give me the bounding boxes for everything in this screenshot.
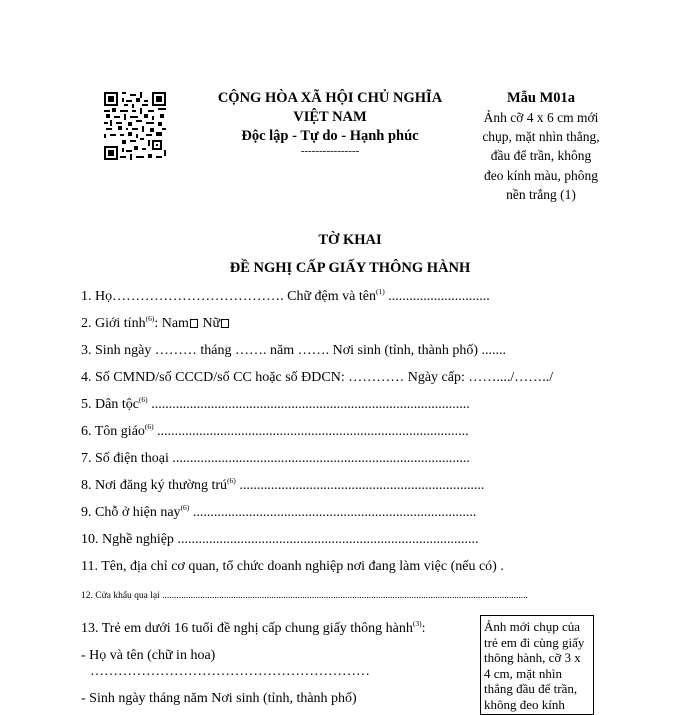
field-permanent-address	[81, 477, 484, 495]
field-gender	[81, 315, 230, 333]
child-photo-instructions: Ảnh mới chụp của trẻ em đi cùng giấy thông hành, cỡ 3 x 4 cm, mặt nhìn thẳng đầu để trần, không đeo kính	[484, 619, 585, 712]
field-border-gate	[81, 587, 528, 605]
field-label: 4. Số CMND/số CCCD/số CC hoặc số ĐDCN: ………… Ngày cấp: ……..../……../	[81, 370, 554, 385]
field-dots[interactable]: ……………………………………………………	[90, 664, 370, 679]
field-current-address	[81, 504, 476, 522]
photo-instructions: Ảnh cỡ 4 x 6 cm mới chụp, mặt nhìn thẳng, đầu để trần, không đeo kính màu, phông nền trắng (1)	[482, 110, 600, 202]
field-label: 8. Nơi đăng ký thường trú	[81, 478, 228, 493]
child-photo-box	[480, 615, 594, 715]
male-checkbox[interactable]	[190, 319, 198, 328]
motto: Độc lập - Tự do - Hạnh phúc	[241, 128, 419, 144]
field-label: 12. Cửa khẩu qua lại	[81, 591, 160, 601]
field-dots[interactable]: ...........................................................................................	[147, 397, 470, 412]
field-child	[81, 620, 426, 638]
field-label: 1. Họ	[81, 289, 113, 304]
form-code: Mẫu M01a	[506, 90, 576, 106]
field-label: 5. Dân tộc	[81, 397, 139, 412]
field-dots[interactable]: .............................	[384, 289, 490, 304]
footnote-ref: (6)	[144, 422, 154, 431]
field-label: 3. Sinh ngày ……… tháng ……. năm ……. Nơi sinh (tỉnh, thành phố) .......	[81, 343, 507, 358]
field-child-birth[interactable]	[81, 690, 357, 708]
field-label: 7. Số điện thoại	[81, 451, 169, 466]
field-child-name-dots[interactable]	[90, 663, 370, 681]
field-label: 9. Chỗ ở hiện nay	[81, 505, 181, 520]
field-workplace[interactable]	[81, 558, 504, 576]
field-label: 13. Trẻ em dưới 16 tuổi đề nghị cấp chung giấy thông hành	[81, 621, 413, 636]
field-label: 6. Tôn giáo	[81, 424, 145, 439]
document-title: TỜ KHAI	[318, 232, 382, 248]
footnote-ref: (6)	[145, 314, 155, 323]
field-dots[interactable]: ......................................................................	[235, 478, 485, 493]
qr-code	[104, 92, 166, 160]
field-label: 2. Giới tính	[81, 316, 146, 331]
field-label: - Sinh ngày tháng năm Nơi sinh (tỉnh, thành phố)	[81, 691, 357, 706]
national-heading	[200, 89, 460, 156]
field-dots[interactable]: .........................................................................................	[153, 424, 469, 439]
field-dots[interactable]: ..........................................................................................................................................................	[159, 591, 528, 601]
field-colon: :	[421, 621, 426, 636]
footnote-ref: (1)	[375, 287, 385, 296]
country-name: CỘNG HÒA XÃ HỘI CHỦ NGHĨA	[217, 90, 443, 106]
field-label: 11. Tên, địa chỉ cơ quan, tổ chức doanh nghiệp nơi đang làm việc (nếu có) .	[81, 559, 504, 574]
footnote-ref: (6)	[227, 476, 236, 485]
country-name-2: VIỆT NAM	[293, 109, 367, 125]
footnote-ref: (3)	[412, 619, 422, 628]
separator: ----------------	[300, 145, 360, 157]
field-id-number[interactable]	[81, 369, 553, 387]
field-occupation	[81, 531, 478, 549]
field-label: 10. Nghề nghiệp	[81, 532, 174, 547]
field-dots[interactable]: ......................................................................................	[173, 532, 479, 547]
field-ethnicity	[81, 396, 470, 414]
field-label: - Họ và tên (chữ in hoa)	[81, 648, 216, 663]
footnote-ref: (6)	[138, 395, 148, 404]
female-checkbox[interactable]	[221, 319, 229, 328]
gender-label-female: Nữ	[198, 316, 221, 331]
field-dots[interactable]: .....................................................................................	[168, 451, 470, 466]
field-text: ………………………………. Chữ đệm và tên	[112, 289, 376, 304]
footnote-ref: (6)	[180, 503, 190, 512]
field-birth[interactable]	[81, 342, 506, 360]
gender-label-male: : Nam	[154, 316, 189, 331]
document-subtitle: ĐỀ NGHỊ CẤP GIẤY THÔNG HÀNH	[229, 260, 471, 276]
field-phone	[81, 450, 470, 468]
field-surname	[81, 288, 490, 306]
field-religion	[81, 423, 469, 441]
field-dots[interactable]: .................................................................................	[189, 505, 477, 520]
